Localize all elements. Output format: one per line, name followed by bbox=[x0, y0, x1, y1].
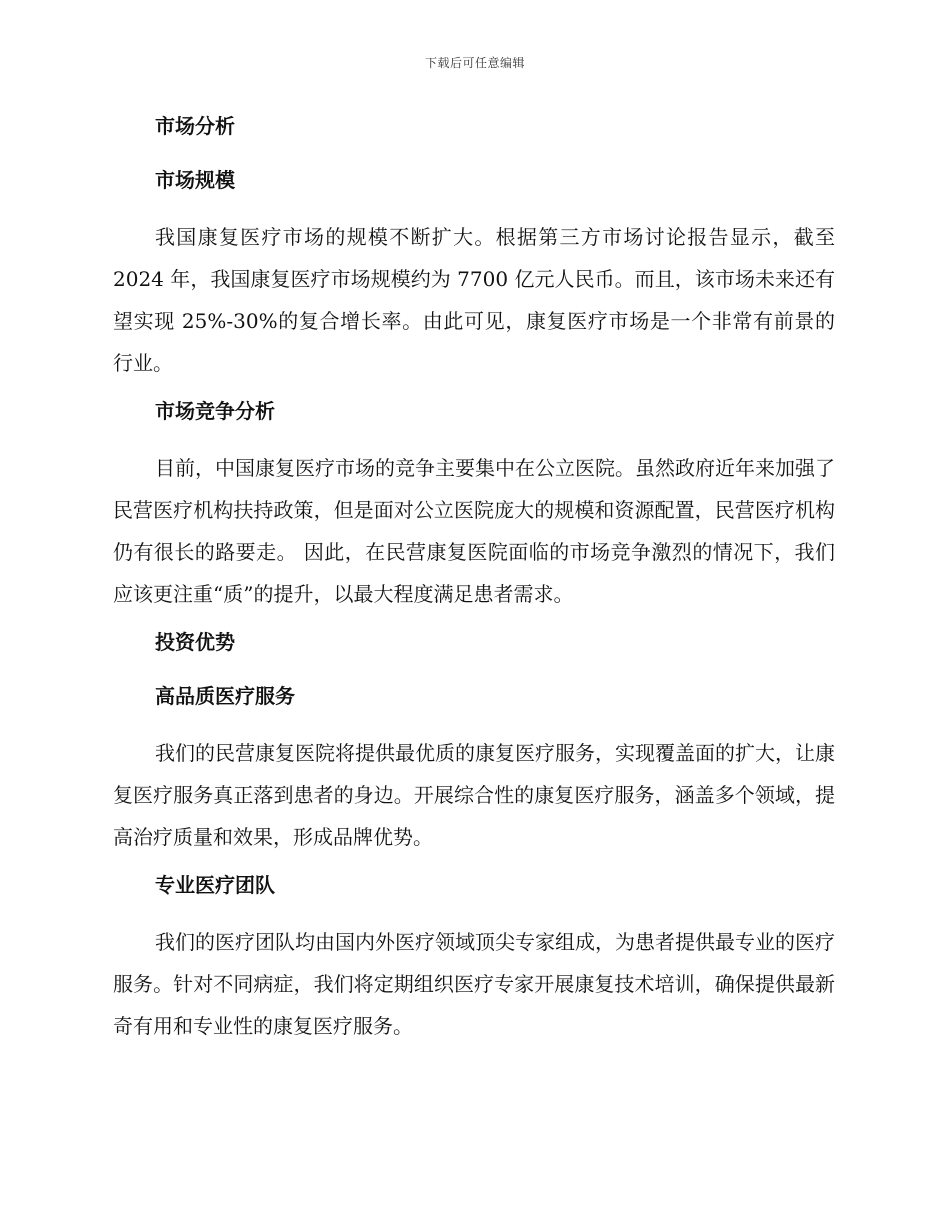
paragraph-medical-team: 我们的医疗团队均由国内外医疗领域顶尖专家组成，为患者提供最专业的医疗服务。针对不同病症，我们将定期组织医疗专家开展康复技术培训，确保提供最新奇有用和专业性的康复医疗服务。 bbox=[113, 930, 835, 1038]
page-header-note: 下载后可任意编辑 bbox=[424, 56, 525, 70]
subheading-medical-team: 专业医疗团队 bbox=[155, 873, 275, 897]
paragraph-market-competition: 目前，中国康复医疗市场的竞争主要集中在公立医院。虽然政府近年来加强了民营医疗机构扶持政策，但是面对公立医院庞大的规模和资源配置，民营医疗机构仍有很长的路要走。 因此，在民营康复医院面临的市场竞争激烈的情况下，我们应该更注重“质”的提升，以最大程度满足患者需求。 bbox=[113, 456, 835, 606]
paragraph-quality-service: 我们的民营康复医院将提供最优质的康复医疗服务，实现覆盖面的扩大，让康复医疗服务真正落到患者的身边。开展综合性的康复医疗服务，涵盖多个领域，提高治疗质量和效果，形成品牌优势。 bbox=[113, 741, 835, 849]
subheading-market-size: 市场规模 bbox=[155, 168, 235, 192]
section-heading-market-analysis: 市场分析 bbox=[155, 114, 235, 138]
document-content bbox=[113, 110, 835, 1047]
subheading-market-competition: 市场竞争分析 bbox=[155, 399, 275, 423]
subheading-quality-service: 高品质医疗服务 bbox=[155, 684, 295, 708]
section-heading-investment-advantages: 投资优势 bbox=[155, 630, 235, 654]
paragraph-market-size: 我国康复医疗市场的规模不断扩大。根据第三方市场讨论报告显示，截至 2024 年，我国康复医疗市场规模约为 7700 亿元人民币。而且，该市场未来还有望实现 25%-30%的复合增长率。由此可见，康复医疗市场是一个非常有前景的行业。 bbox=[113, 225, 835, 375]
